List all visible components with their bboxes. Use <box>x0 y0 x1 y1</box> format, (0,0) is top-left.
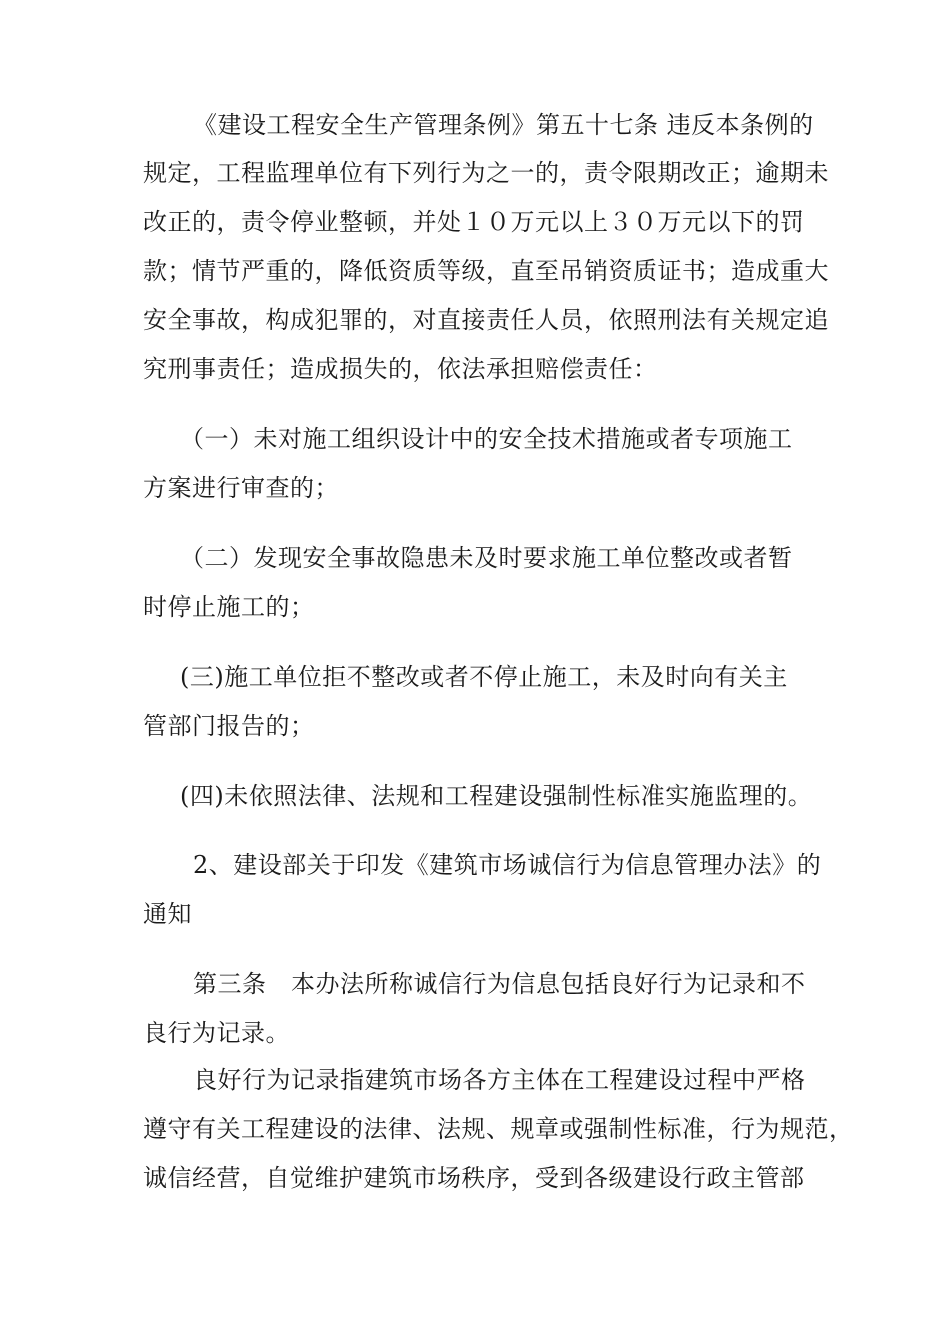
list-item-line: (四)未依照法律、法规和工程建设强制性标准实施监理的。 <box>180 782 813 810</box>
paragraph-line: 第三条 本办法所称诚信行为信息包括良好行为记录和不 <box>193 970 806 998</box>
paragraph-line: 良行为记录。 <box>143 1019 290 1047</box>
paragraph-line: 良好行为记录指建筑市场各方主体在工程建设过程中严格 <box>193 1066 806 1094</box>
paragraph-line: 诚信经营，自觉维护建筑市场秩序，受到各级建设行政主管部 <box>143 1164 805 1192</box>
paragraph-line: 规定，工程监理单位有下列行为之一的，责令限期改正；逾期未 <box>143 159 829 187</box>
list-item-line: （二）发现安全事故隐患未及时要求施工单位整改或者暂 <box>180 544 793 572</box>
paragraph-line: 遵守有关工程建设的法律、法规、规章或强制性标准，行为规范， <box>143 1115 854 1143</box>
section-heading-line: 2、建设部关于印发《建筑市场诚信行为信息管理办法》的 <box>193 851 822 879</box>
list-item-line: 管部门报告的； <box>143 712 315 740</box>
list-item-line: (三)施工单位拒不整改或者不停止施工，未及时向有关主 <box>180 663 788 691</box>
paragraph-line: 究刑事责任；造成损失的，依法承担赔偿责任： <box>143 355 658 383</box>
list-item-line: 时停止施工的； <box>143 593 315 621</box>
section-heading-line: 通知 <box>143 900 192 928</box>
paragraph-line: 款；情节严重的，降低资质等级，直至吊销资质证书；造成重大 <box>143 257 829 285</box>
paragraph-line: 安全事故，构成犯罪的，对直接责任人员，依照刑法有关规定追 <box>143 306 829 334</box>
paragraph-line: 《建设工程安全生产管理条例》第五十七条 违反本条例的 <box>193 111 814 139</box>
paragraph-line: 改正的，责令停业整顿，并处１０万元以上３０万元以下的罚 <box>143 208 805 236</box>
list-item-line: （一）未对施工组织设计中的安全技术措施或者专项施工 <box>180 425 793 453</box>
list-item-line: 方案进行审查的； <box>143 474 339 502</box>
